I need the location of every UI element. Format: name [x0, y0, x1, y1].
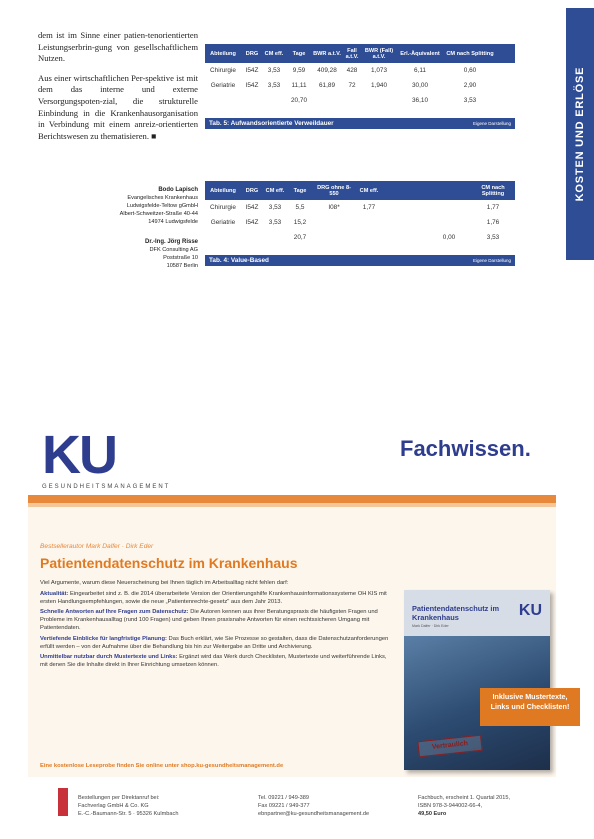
table-cell: 9,59 [292, 67, 306, 74]
table-row [205, 78, 515, 93]
ad-bullet [40, 591, 392, 607]
table-4-title: Tab. 4: Value-Based [209, 257, 269, 264]
ad-cta-link[interactable]: Eine kostenlose Leseprobe finden Sie online unter shop.ku-gesundheitsmanagement.de [40, 763, 284, 769]
table-cell: Geriatrie [210, 82, 236, 89]
article-paragraph-2: Aus einer wirtschaftlichen Per-spektive ist mit dem das interne und externe Versorgungspoten-zial, die strukturelle Einbindung in die Krankenhausorganisation in Verbindung mit einem anreiz-orientierten Berichtswesen zu thematisieren. ■ [38, 72, 198, 141]
footer-edition: Fachbuch, erscheint 1. Quartal 2015, [418, 795, 511, 801]
table-5-col: CM eff. [264, 50, 284, 57]
table-cell: 3,53 [267, 82, 281, 89]
table-5-header [205, 44, 515, 63]
table-cell: 0,60 [463, 67, 477, 74]
table-cell: 20,7 [293, 234, 307, 241]
footer-phone: Tel. 09221 / 949-389 [258, 795, 310, 801]
table-cell: Geriatrie [210, 219, 236, 226]
table-5-col: Erl.-Äquivalent [400, 50, 440, 57]
table-cell: 1,77 [362, 204, 376, 211]
ad-bullet-lead: Vertiefende Einblicke für langfristige Planung: [40, 635, 167, 642]
author1-org2: Ludwigsfelde-Teltow gGmbH [126, 203, 198, 209]
table-cell: 20,70 [291, 97, 307, 104]
table-5-col: BWR (Fall) a.t.V. [364, 47, 394, 60]
table-4-caption [205, 255, 515, 266]
author2-street: Poststraße 10 [163, 255, 198, 261]
table-cell: 61,89 [319, 82, 335, 89]
author-block-1 [38, 186, 198, 226]
ad-body [40, 580, 392, 673]
table-4-source: Eigene Darstellung [472, 258, 511, 263]
table-5-col: BWR a.t.V. [313, 50, 341, 57]
table-cell: Chirurgie [210, 204, 236, 211]
article-paragraph-1: dem ist im Sinne einer patien-tenorientierten Leistungserbrin-gung von gesellschaftlichem Nutzen. [38, 30, 198, 64]
table-cell: 3,53 [268, 204, 282, 211]
table-cell: 3,53 [268, 219, 282, 226]
table-cell: 72 [348, 82, 356, 89]
table-row [205, 215, 515, 230]
ku-logo: KU [42, 425, 116, 485]
table-5-caption [205, 118, 515, 129]
table-row [205, 230, 515, 245]
table-cell: 1,940 [371, 82, 387, 89]
ad-bullet-text: Das Buch erklärt, wie Sie Prozesse so gestalten, dass die Datenschutzanforderungen erfüllt werden – von der Aufnahme über die Behandlung bis hin zur Weitergabe an Dritte und Archivierung. [40, 635, 389, 650]
table-cell: I54Z [245, 204, 259, 211]
table-5-col: CM nach Splitting [446, 50, 494, 57]
ad-bullet-text: Eingearbeitet sind z. B. die 2014 überarbeitete Version der Orientierungshilfe Krankenhausinformationssysteme OH KIS mit ersten Handlungsempfehlungen, sowie die neue „Patientenrechte-gesetz" aus dem Jahr 2013. [40, 590, 387, 605]
table-5-col: Tage [292, 50, 306, 57]
table-cell: 428 [346, 67, 358, 74]
author2-org: DFK Consulting AG [149, 247, 198, 253]
table-5-col: Abteilung [210, 50, 236, 57]
table-cell: I54Z [245, 82, 259, 89]
table-5-source: Eigene Darstellung [472, 121, 511, 126]
ad-badge: Inklusive Mustertexte, Links und Checklisten! [480, 688, 580, 726]
footer-contact [258, 794, 369, 818]
book-logo: KU [518, 602, 542, 619]
ad-title: Patientendatenschutz im Krankenhaus [40, 555, 298, 571]
ad-headline: Fachwissen. [400, 436, 531, 461]
section-side-tab [566, 8, 594, 260]
table-cell: 0,00 [442, 234, 456, 241]
table-cell: 11,11 [291, 82, 307, 89]
section-side-tab-label: KOSTEN UND ERLÖSE [574, 66, 586, 202]
table-cell: I54Z [245, 219, 259, 226]
table-4 [205, 181, 515, 266]
table-5-col: DRG [245, 50, 259, 57]
table-cell: 3,53 [463, 97, 477, 104]
author1-name: Bodo Lapisch [158, 187, 198, 193]
table-4-col: CM eff. [359, 187, 379, 194]
footer-fax: Fax 09221 / 949-377 [258, 803, 310, 809]
book-authors: Mark Dalfer · Dirk Eder [412, 624, 449, 628]
table-cell: 409,28 [317, 67, 337, 74]
footer-isbn: ISBN 978-3-944002-66-4, [418, 803, 483, 809]
table-5 [205, 44, 515, 129]
book-title: Patientendatenschutz im Krankenhaus [412, 604, 500, 622]
author-block-2 [38, 238, 198, 270]
table-4-header [205, 181, 515, 200]
footer-price: 49,50 Euro [418, 811, 447, 817]
table-cell: 1,76 [486, 219, 500, 226]
article-text [38, 30, 198, 150]
ad-intro: Viel Argumente, warum diese Neuerscheinung bei Ihnen täglich im Arbeitsalltag nicht fehlen darf: [40, 580, 289, 586]
footer-publisher-line: Fachverlag GmbH & Co. KG [78, 803, 149, 809]
table-row [205, 200, 515, 215]
publisher-logo-icon [58, 788, 68, 816]
table-4-col: Abteilung [210, 187, 236, 194]
ad-bullet [40, 636, 392, 652]
footer-email-link[interactable]: ebnpartner@ku-gesundheitsmanagement.de [258, 811, 370, 817]
author2-name: Dr.-Ing. Jörg Risse [144, 239, 198, 245]
ad-bullet-lead: Schnelle Antworten auf Ihre Fragen zum Datenschutz: [40, 609, 189, 616]
ad-accent-bar [28, 495, 556, 503]
table-4-col: CM nach Splitting [481, 184, 505, 197]
ku-logo-subtitle: GESUNDHEITSMANAGEMENT [42, 484, 171, 490]
author1-street: Albert-Schweitzer-Straße 40-44 [119, 211, 198, 217]
footer-publisher-line: Bestellungen per Direktanruf bei: [78, 795, 160, 801]
ad-bullet [40, 609, 392, 632]
ad-kicker: Bestsellerautor Mark Dalfer · Dirk Eder [40, 543, 154, 550]
table-cell: I08* [328, 204, 340, 211]
table-cell: I54Z [245, 67, 259, 74]
table-row [205, 63, 515, 78]
table-row [205, 93, 515, 108]
ad-bullet-text: Ergänzt wird das Werk durch Checklisten, Mustertexte und weiterführende Links, mit denen Sie die Inhalte direkt in Ihrer Einrichtung umsetzen können. [40, 654, 387, 669]
table-cell: 30,00 [412, 82, 428, 89]
ad-bullet-text: Die Autoren kennen aus ihrer Beratungspraxis die häufigsten Fragen und Probleme im Krankenhausalltag (rund 100 Fragen) und geben Ihnen praxisnahe Antworten für einen rechtssicheren Umgang mit Patientendaten. [40, 609, 378, 631]
table-cell: 1,073 [371, 67, 387, 74]
table-4-col: DRG ohne 8-550 [317, 184, 351, 197]
table-cell: 3,53 [267, 67, 281, 74]
ad-bullet-lead: Unmittelbar nutzbar durch Mustertexte und Links: [40, 654, 178, 661]
table-cell: 36,10 [412, 97, 428, 104]
table-5-title: Tab. 5: Aufwandsorientierte Verweildauer [209, 120, 334, 127]
table-cell: 15,2 [293, 219, 307, 226]
table-4-col: Tage [293, 187, 307, 194]
table-cell: 2,90 [463, 82, 477, 89]
end-mark: ■ [151, 130, 157, 141]
table-cell: Chirurgie [210, 67, 236, 74]
footer-publisher [78, 794, 178, 818]
table-5-col: Fall a.t.V. [345, 47, 359, 60]
footer-book-info [418, 794, 510, 818]
table-cell: 5,5 [295, 204, 305, 211]
author2-city: 10587 Berlin [166, 263, 198, 269]
table-4-col: CM eff. [265, 187, 285, 194]
table-cell: 6,11 [414, 67, 426, 74]
ad-bullet [40, 654, 392, 670]
table-cell: 3,53 [486, 234, 500, 241]
author1-org: Evangelisches Krankenhaus [127, 195, 198, 201]
footer-publisher-line: E.-C.-Baumann-Str. 5 · 95326 Kulmbach [78, 811, 179, 817]
table-4-col: DRG [245, 187, 259, 194]
book-cover [404, 590, 550, 770]
ad-bullet-lead: Aktualität: [40, 590, 69, 597]
book-stamp: Vertraulich [417, 735, 482, 758]
author1-city: 14974 Ludwigsfelde [148, 219, 198, 225]
table-cell: 1,77 [486, 204, 500, 211]
